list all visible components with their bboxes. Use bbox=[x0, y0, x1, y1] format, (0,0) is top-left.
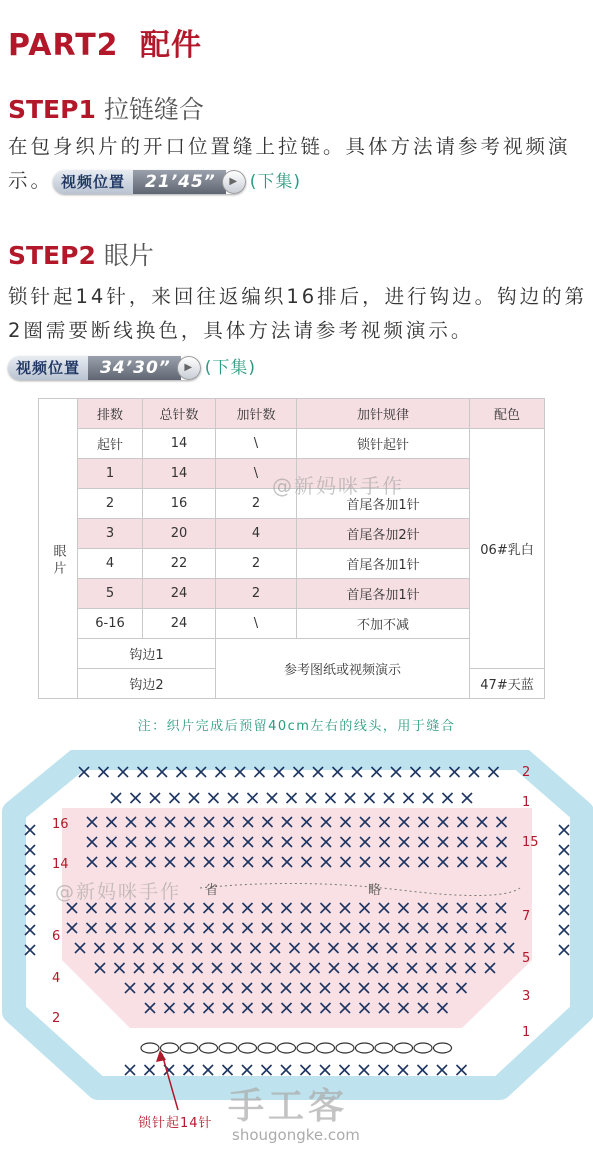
edge-stitch bbox=[25, 845, 35, 855]
edge-stitch bbox=[170, 793, 180, 803]
step2-paragraph bbox=[8, 280, 588, 385]
header-total: 总针数 bbox=[143, 399, 216, 429]
note: 注：织片完成后预留40cm左右的线头，用于缝合 bbox=[137, 719, 456, 734]
cell: 首尾各加1针 bbox=[297, 579, 470, 609]
chain-stitch bbox=[375, 1043, 393, 1053]
cell: 22 bbox=[143, 549, 216, 579]
header-rule: 加针规律 bbox=[297, 399, 470, 429]
edge-stitch bbox=[359, 1065, 369, 1075]
edge-stitch bbox=[189, 793, 199, 803]
chain-stitch bbox=[434, 1043, 452, 1053]
edge-stitch bbox=[404, 793, 414, 803]
cell: 3 bbox=[78, 519, 143, 549]
step2-title: 眼片 bbox=[103, 241, 154, 270]
video-label: 视频位置 bbox=[53, 170, 133, 194]
edge-stitch bbox=[379, 1065, 389, 1075]
chain-stitch bbox=[219, 1043, 237, 1053]
cell: 2 bbox=[216, 489, 297, 519]
cell: 14 bbox=[143, 459, 216, 489]
edge-stitch bbox=[25, 825, 35, 835]
edge-stitch bbox=[150, 793, 160, 803]
edge-stitch bbox=[345, 793, 355, 803]
cell: 2 bbox=[216, 579, 297, 609]
edge-stitch bbox=[184, 1065, 194, 1075]
play-icon[interactable]: ▶ bbox=[177, 356, 201, 380]
footer-url: shougongke.com bbox=[232, 1126, 360, 1144]
cell: 2 bbox=[78, 489, 143, 519]
edge-stitch bbox=[326, 793, 336, 803]
row-number-left: 2 bbox=[52, 1011, 61, 1026]
edge-stitch bbox=[559, 865, 569, 875]
row-number-right: 1 bbox=[522, 1025, 531, 1040]
header-increase: 加针数 bbox=[216, 399, 297, 429]
part-name: 眼片 bbox=[50, 544, 66, 579]
edge-stitch bbox=[25, 945, 35, 955]
play-icon[interactable]: ▶ bbox=[222, 170, 246, 194]
row-number-right: 5 bbox=[522, 951, 531, 966]
edge-stitch bbox=[384, 793, 394, 803]
video-time: 21’45” bbox=[133, 170, 226, 194]
cell: 2 bbox=[216, 549, 297, 579]
chain-stitch bbox=[239, 1043, 257, 1053]
cell: 钩边2 bbox=[78, 669, 216, 699]
cell: 锁针起针 bbox=[297, 429, 470, 459]
step2-episode: (下集) bbox=[204, 357, 257, 378]
header-color: 配色 bbox=[470, 399, 545, 429]
chain-stitch bbox=[356, 1043, 374, 1053]
edge-stitch bbox=[301, 1065, 311, 1075]
chain-caption: 锁针起14针 bbox=[138, 1116, 213, 1131]
color2-cell: 47#天蓝 bbox=[470, 669, 545, 699]
step2-label: STEP2 bbox=[8, 241, 96, 270]
cell: 钩边1 bbox=[78, 639, 216, 669]
part-label: PART2 bbox=[8, 28, 119, 63]
edge-stitch bbox=[262, 1065, 272, 1075]
video-time: 34’30” bbox=[88, 356, 181, 380]
table-row bbox=[39, 609, 545, 639]
row-number-right: 1 bbox=[522, 795, 531, 810]
chain-stitch bbox=[395, 1043, 413, 1053]
table-row bbox=[39, 639, 545, 669]
header-rows: 排数 bbox=[78, 399, 143, 429]
part-title: 配件 bbox=[140, 28, 202, 63]
row-number-left: 14 bbox=[52, 857, 69, 872]
edge-stitch bbox=[203, 1065, 213, 1075]
edge-stitch bbox=[287, 793, 297, 803]
step1-title: 拉链缝合 bbox=[103, 95, 204, 124]
edge-stitch bbox=[443, 793, 453, 803]
edge-stitch bbox=[418, 1065, 428, 1075]
step1-label: STEP1 bbox=[8, 95, 96, 124]
edge-stitch bbox=[559, 945, 569, 955]
edge-stitch bbox=[25, 925, 35, 935]
watermark: @新妈咪手作 bbox=[272, 474, 404, 498]
edge-stitch bbox=[340, 1065, 350, 1075]
edge-stitch bbox=[365, 793, 375, 803]
edge-stitch bbox=[281, 1065, 291, 1075]
step1-paragraph bbox=[8, 130, 588, 199]
edge-stitch bbox=[462, 793, 472, 803]
chain-stitch bbox=[336, 1043, 354, 1053]
edge-stitch bbox=[242, 1065, 252, 1075]
chain-stitch bbox=[278, 1043, 296, 1053]
spec-table bbox=[38, 398, 545, 699]
cell: 首尾各加2针 bbox=[297, 519, 470, 549]
crochet-diagram bbox=[0, 750, 593, 1110]
cell: 首尾各加1针 bbox=[297, 549, 470, 579]
edge-stitch bbox=[267, 793, 277, 803]
table-row bbox=[39, 579, 545, 609]
table-row bbox=[39, 429, 545, 459]
cell: 24 bbox=[143, 609, 216, 639]
edge-stitch bbox=[398, 1065, 408, 1075]
table-row bbox=[39, 519, 545, 549]
edge-stitch bbox=[228, 793, 238, 803]
edge-stitch bbox=[559, 905, 569, 915]
edge-stitch bbox=[223, 1065, 233, 1075]
cell: 起针 bbox=[78, 429, 143, 459]
chain-stitch bbox=[297, 1043, 315, 1053]
edge-stitch bbox=[457, 1065, 467, 1075]
cell: 首尾各加1针 bbox=[297, 489, 470, 519]
cell: \ bbox=[216, 459, 297, 489]
edge-stitch bbox=[559, 925, 569, 935]
part-heading bbox=[8, 20, 202, 64]
part-name-cell bbox=[39, 429, 78, 699]
chain-stitch bbox=[161, 1043, 179, 1053]
edge-stitch bbox=[25, 905, 35, 915]
cell: 4 bbox=[78, 549, 143, 579]
chain-stitch bbox=[414, 1043, 432, 1053]
edge-stitch bbox=[125, 1065, 135, 1075]
chain-stitch bbox=[141, 1043, 159, 1053]
edge-stitch bbox=[423, 793, 433, 803]
cell: 16 bbox=[143, 489, 216, 519]
table-header-row bbox=[39, 399, 545, 429]
chain-stitch bbox=[258, 1043, 276, 1053]
color1-cell: 06#乳白 bbox=[470, 429, 545, 669]
edge-stitch bbox=[25, 865, 35, 875]
row-number-left: 16 bbox=[52, 817, 69, 832]
cell: 20 bbox=[143, 519, 216, 549]
edge-stitch bbox=[25, 885, 35, 895]
edge-stitch bbox=[111, 793, 121, 803]
cell: 不加不减 bbox=[297, 609, 470, 639]
row-number-right: 7 bbox=[522, 909, 531, 924]
cell: 24 bbox=[143, 579, 216, 609]
row-number-right: 15 bbox=[522, 835, 539, 850]
cell: 4 bbox=[216, 519, 297, 549]
cell: 5 bbox=[78, 579, 143, 609]
step1-heading bbox=[8, 90, 204, 126]
edge-stitch bbox=[437, 1065, 447, 1075]
video-label: 视频位置 bbox=[8, 356, 88, 380]
edge-stitch bbox=[248, 793, 258, 803]
row-number-left: 4 bbox=[52, 971, 61, 986]
edge-stitch bbox=[559, 845, 569, 855]
chain-stitch bbox=[200, 1043, 218, 1053]
row-number-right: 2 bbox=[522, 765, 531, 780]
edge-stitch bbox=[131, 793, 141, 803]
edge-stitch bbox=[145, 1065, 155, 1075]
step1-text: 在包身织片的开口位置缝上拉链。具体方法请参考视频演示。 bbox=[8, 135, 571, 192]
cell: 1 bbox=[78, 459, 143, 489]
edge-rule-cell: 参考图纸或视频演示 bbox=[216, 639, 470, 699]
edge-stitch bbox=[320, 1065, 330, 1075]
step2-heading bbox=[8, 236, 154, 272]
chain-stitch bbox=[180, 1043, 198, 1053]
footer-brand: 手工客 bbox=[228, 1086, 349, 1127]
table-corner bbox=[39, 399, 78, 429]
chain-stitch bbox=[317, 1043, 335, 1053]
edge-stitch bbox=[209, 793, 219, 803]
step2-text: 锁针起14针，来回往返编织16排后，进行钩边。钩边的第2圈需要断线换色，具体方法请参考视频演示。 bbox=[8, 285, 588, 342]
table-row bbox=[39, 549, 545, 579]
cell: \ bbox=[216, 609, 297, 639]
cell: 14 bbox=[143, 429, 216, 459]
watermark: @新妈咪手作 bbox=[55, 881, 182, 903]
omitted-label: 略 bbox=[368, 883, 382, 898]
cell: \ bbox=[216, 429, 297, 459]
edge-stitch bbox=[559, 825, 569, 835]
row-number-right: 3 bbox=[522, 989, 531, 1004]
cell: 6-16 bbox=[78, 609, 143, 639]
edge-stitch bbox=[306, 793, 316, 803]
omitted-label: 省 bbox=[205, 883, 219, 898]
step1-video-link[interactable] bbox=[53, 170, 246, 194]
step1-episode: (下集) bbox=[249, 171, 302, 192]
edge-stitch bbox=[559, 885, 569, 895]
step2-video-link[interactable] bbox=[8, 356, 201, 380]
row-number-left: 6 bbox=[52, 929, 61, 944]
